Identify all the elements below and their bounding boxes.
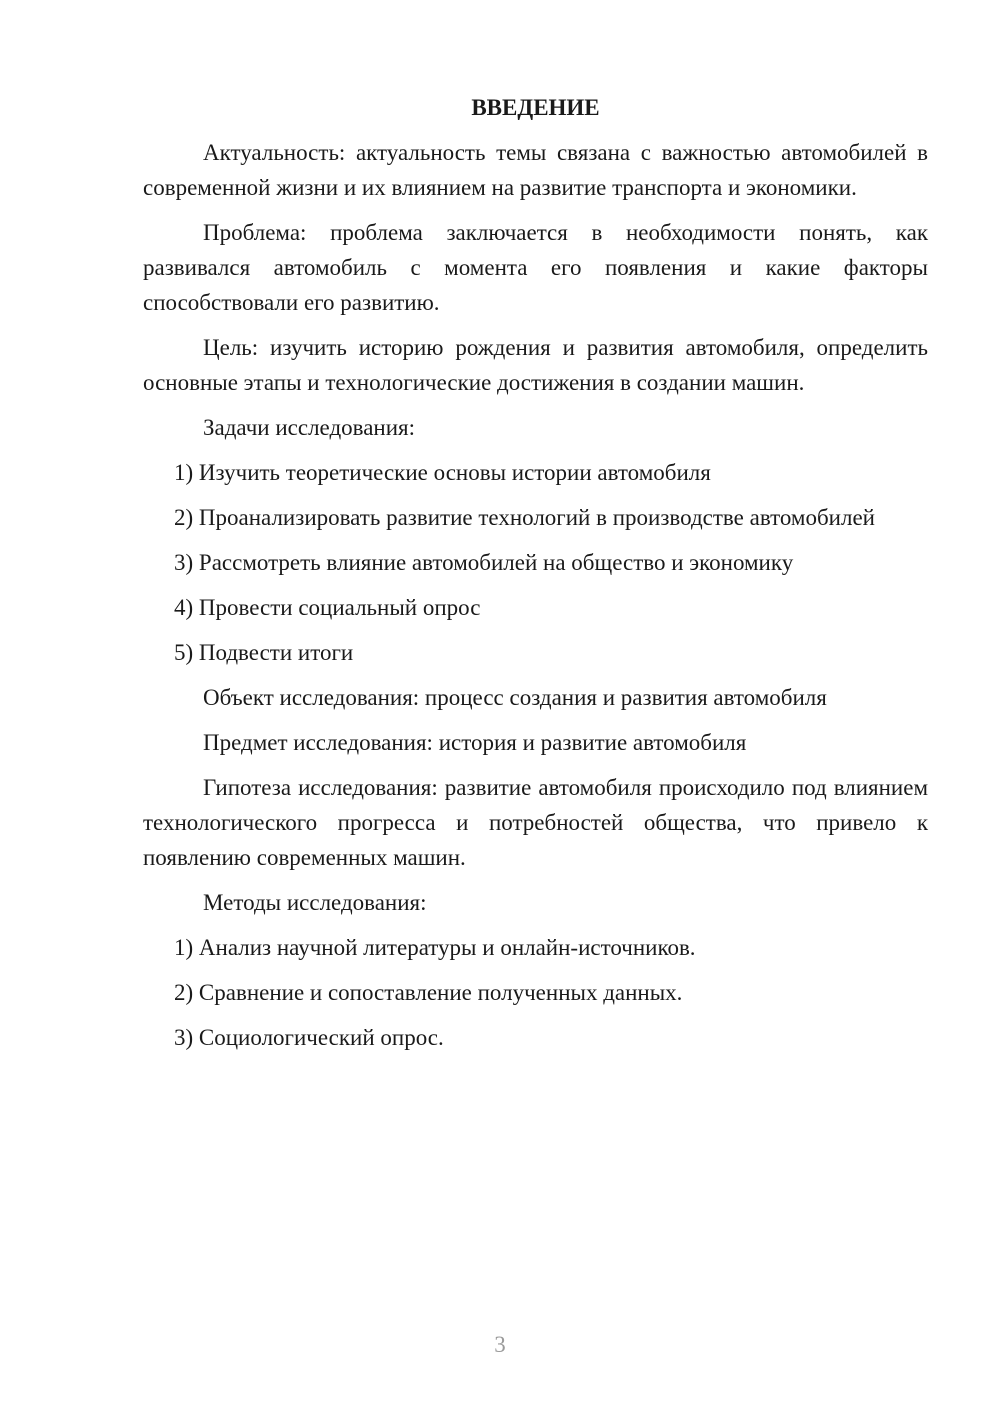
task-item: 5) Подвести итоги xyxy=(174,640,354,665)
paragraph-subject: Предмет исследования: история и развитие автомобиля xyxy=(203,730,747,755)
paragraph-relevance: Актуальность: актуальность темы связана с важностью автомобилей в современной жизни и их влиянием на развитие транспорта и экономики. xyxy=(143,140,928,200)
method-item: 1) Анализ научной литературы и онлайн-источников. xyxy=(174,935,696,960)
paragraph-hypothesis: Гипотеза исследования: развитие автомобиля происходило под влиянием технологического прогресса и потребностей общества, что привело к появлению современных машин. xyxy=(143,775,928,870)
paragraph-problem: Проблема: проблема заключается в необходимости понять, как развивался автомобиль с момента его появления и какие факторы способствовали его развитию. xyxy=(143,220,928,315)
task-item: 4) Провести социальный опрос xyxy=(174,595,481,620)
page-number: 3 xyxy=(494,1332,506,1357)
paragraph-goal: Цель: изучить историю рождения и развития автомобиля, определить основные этапы и технологические достижения в создании машин. xyxy=(143,335,928,395)
tasks-heading: Задачи исследования: xyxy=(203,415,416,440)
task-item: 3) Рассмотреть влияние автомобилей на общество и экономику xyxy=(174,550,794,575)
methods-heading: Методы исследования: xyxy=(203,890,427,915)
document-page xyxy=(143,90,928,1065)
section-title: ВВЕДЕНИЕ xyxy=(471,95,600,120)
method-item: 2) Сравнение и сопоставление полученных данных. xyxy=(174,980,683,1005)
task-item: 1) Изучить теоретические основы истории автомобиля xyxy=(174,460,711,485)
method-item: 3) Социологический опрос. xyxy=(174,1025,444,1050)
paragraph-object: Объект исследования: процесс создания и развития автомобиля xyxy=(203,685,827,710)
task-item: 2) Проанализировать развитие технологий в производстве автомобилей xyxy=(174,505,875,530)
